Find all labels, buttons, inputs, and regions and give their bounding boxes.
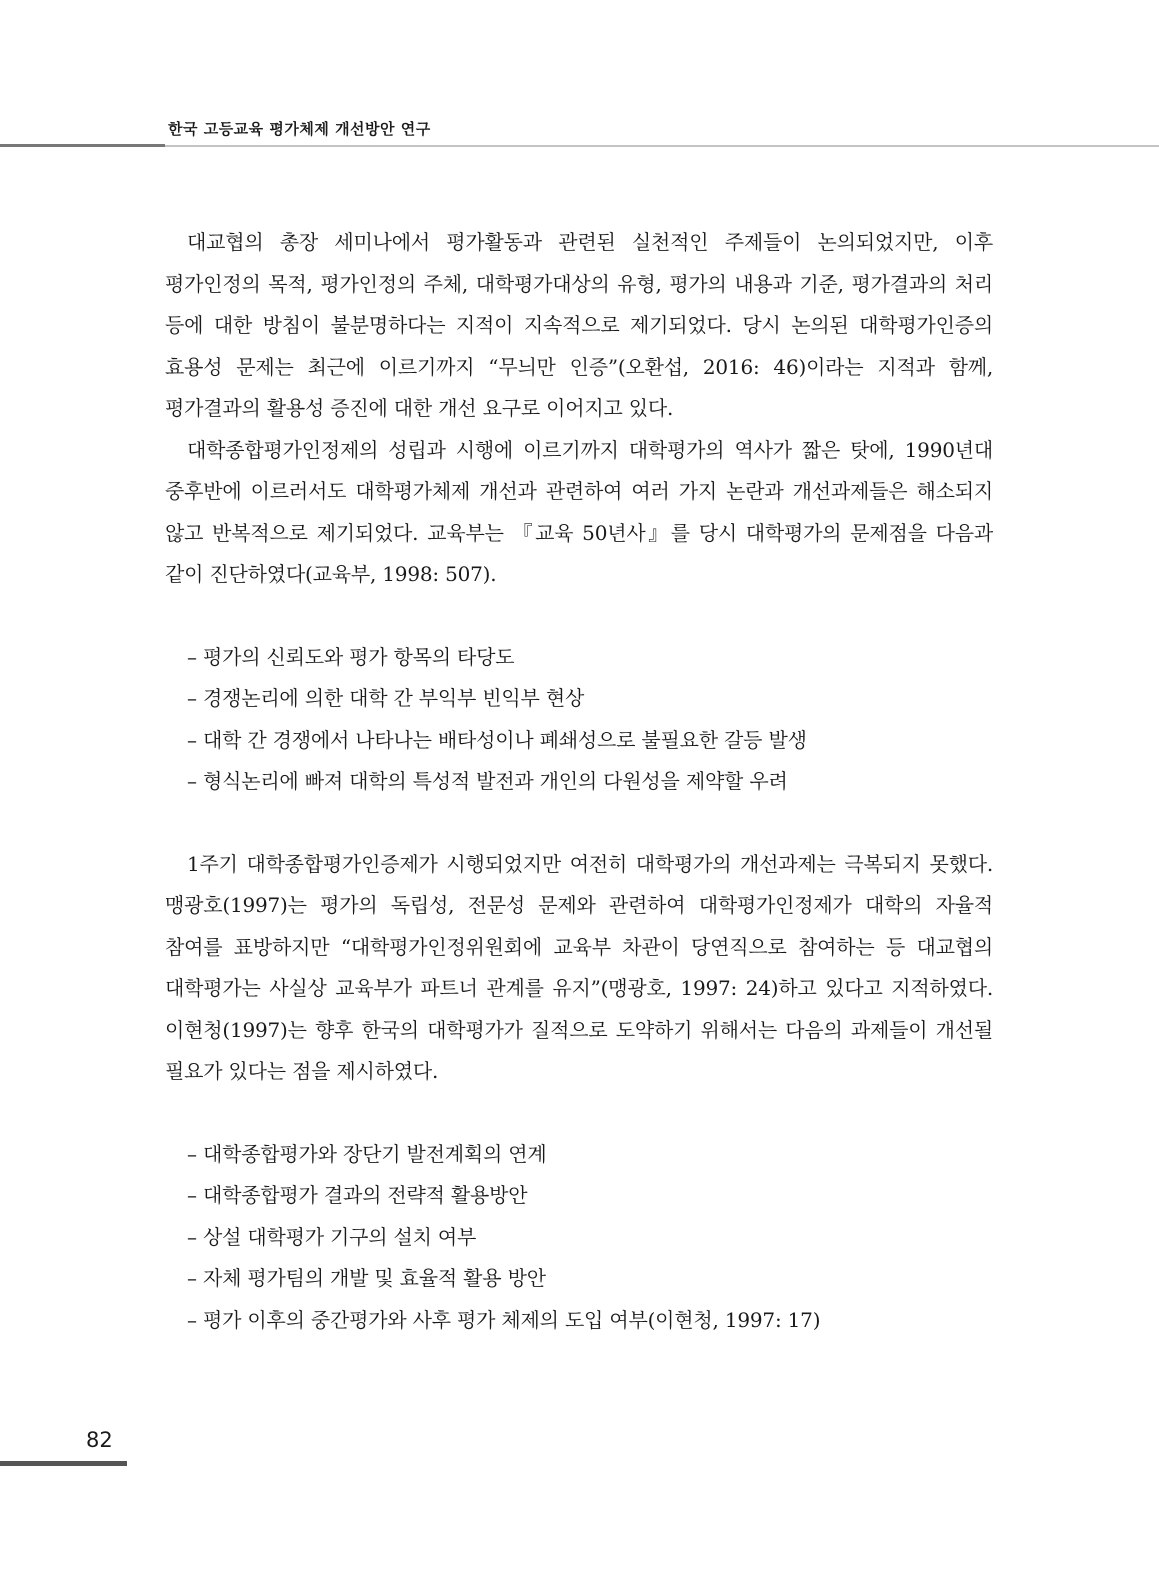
list-item: – 평가의 신뢰도와 평가 항목의 타당도 [187,644,515,669]
list-item: – 자체 평가팀의 개발 및 효율적 활용 방안 [187,1266,546,1290]
list-item: – 대학종합평가와 장단기 발전계획의 연계 [187,1141,547,1166]
page-number: 82 [86,1428,113,1452]
list-item: – 대학 간 경쟁에서 나타나는 배타성이나 폐쇄성으로 불필요한 갈등 발생 [187,727,807,752]
header-rule-dark-segment [0,144,165,147]
spacer [165,596,993,637]
spacer [165,803,993,844]
header-rule [0,144,1159,147]
page-body [165,222,993,1341]
list-item: – 평가 이후의 중간평가와 사후 평가 체제의 도입 여부(이현청, 1997: 17) [187,1307,821,1332]
problem-list [165,637,993,803]
spacer [165,1093,993,1134]
header-rule-light-segment [165,145,1159,147]
task-list [165,1134,993,1342]
list-item: – 형식논리에 빠져 대학의 특성적 발전과 개인의 다원성을 제약할 우려 [187,769,788,793]
running-header-title: 한국 고등교육 평가체제 개선방안 연구 [168,120,431,138]
list-item: – 경쟁논리에 의한 대학 간 부익부 빈익부 현상 [187,686,585,710]
paragraph-1: 대교협의 총장 세미나에서 평가활동과 관련된 실천적인 주제들이 논의되었지만, 이후 평가인정의 목적, 평가인정의 주체, 대학평가대상의 유형, 평가의 내용과 기준, 평가결과의 처리 등에 대한 방침이 불분명하다는 지적이 지속적으로 제기되었다. 당시 논의된 대학평가인증의 효용성 문제는 최근에 이르기까지 “무늬만 인증”(오환섭, 2016: 46)이라는 지적과 함께, 평가결과의 활용성 증진에 대한 개선 요구로 이어지고 있다. [165,230,993,420]
footer-rule [0,1461,127,1466]
paragraph-3: 1주기 대학종합평가인증제가 시행되었지만 여전히 대학평가의 개선과제는 극복되지 못했다. 맹광호(1997)는 평가의 독립성, 전문성 문제와 관련하여 대학평가인정제가 대학의 자율적 참여를 표방하지만 “대학평가인정위원회에 교육부 차관이 당연직으로 참여하는 등 대교협의 대학평가는 사실상 교육부가 파트너 관계를 유지”(맹광호, 1997: 24)하고 있다고 지적하였다. 이현청(1997)는 향후 한국의 대학평가가 질적으로 도약하기 위해서는 다음의 과제들이 개선될 필요가 있다는 점을 제시하였다. [165,851,993,1083]
paragraph-2: 대학종합평가인정제의 성립과 시행에 이르기까지 대학평가의 역사가 짧은 탓에, 1990년대 중후반에 이르러서도 대학평가체제 개선과 관련하여 여러 가지 논란과 개선과제들은 해소되지 않고 반복적으로 제기되었다. 교육부는 『교육 50년사』를 당시 대학평가의 문제점을 다음과 같이 진단하였다(교육부, 1998: 507). [165,437,993,586]
list-item: – 상설 대학평가 기구의 설치 여부 [187,1224,477,1249]
list-item: – 대학종합평가 결과의 전략적 활용방안 [187,1183,528,1207]
